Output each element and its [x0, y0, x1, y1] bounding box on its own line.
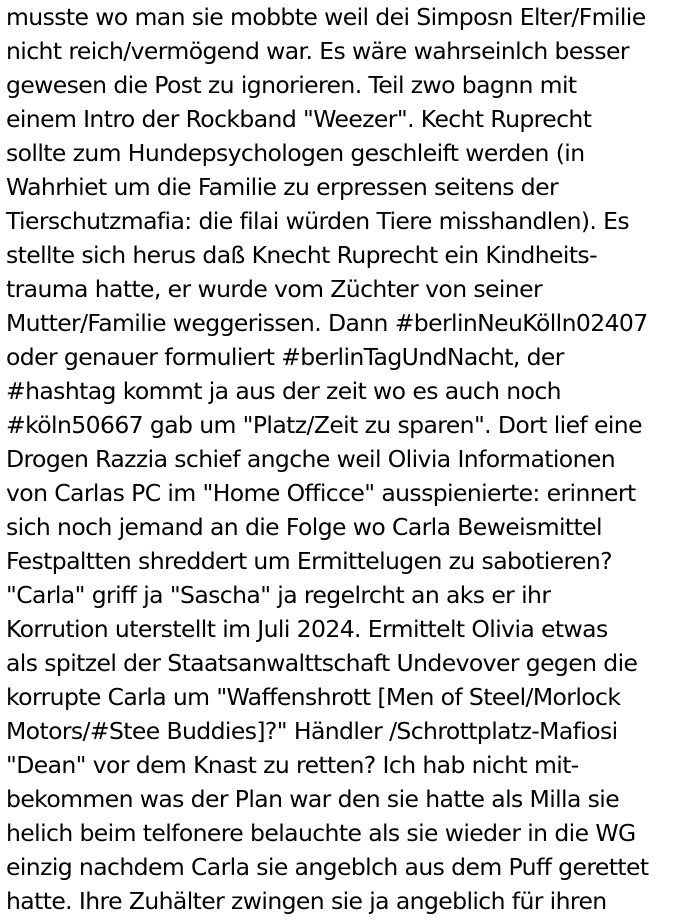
text-line: Wahrhiet um die Familie zu erpressen seitens der [6, 173, 559, 201]
text-line: Korrution uterstellt im Juli 2024. Ermittelt Olivia etwas [6, 615, 608, 643]
text-line: einzig nachdem Carla sie angeblch aus dem Puff gerettet [6, 853, 649, 881]
text-line: nicht reich/vermögend war. Es wäre wahrseinlch besser [6, 37, 629, 65]
text-line: sich noch jemand an die Folge wo Carla Beweismittel [6, 513, 602, 541]
text-line: sollte zum Hundepsychologen geschleift werden (in [6, 139, 585, 167]
text-line: bekommen was der Plan war den sie hatte als Milla sie [6, 785, 620, 813]
text-line: Drogen Razzia schief angche weil Olivia Informationen [6, 445, 616, 473]
text-line: von Carlas PC im "Home Officce" ausspienierte: erinnert [6, 479, 636, 507]
text-line: hatte. Ihre Zuhälter zwingen sie ja angeblich für ihren [6, 887, 607, 915]
text-line: oder genauer formuliert #berlinTagUndNacht, der [6, 343, 564, 371]
text-line: Motors/#Stee Buddies]?" Händler /Schrottplatz-Mafiosi [6, 717, 618, 745]
body-text [6, 0, 684, 918]
text-line: "Dean" vor dem Knast zu retten? Ich hab nicht mit- [6, 751, 579, 779]
text-line: einem Intro der Rockband "Weezer". Kecht Ruprecht [6, 105, 592, 133]
text-line: "Carla" griff ja "Sascha" ja regelrcht an aks er ihr [6, 581, 551, 609]
text-line: als spitzel der Staatsanwalttschaft Undevover gegen die [6, 649, 638, 677]
text-line: helich beim telfonere belauchte als sie wieder in die WG [6, 819, 636, 847]
text-line: korrupte Carla um "Waffenshrott [Men of Steel/Morlock [6, 683, 621, 711]
text-line: gewesen die Post zu ignorieren. Teil zwo bagnn mit [6, 71, 577, 99]
text-line: stellte sich herus daß Knecht Ruprecht ein Kindheits- [6, 241, 597, 269]
text-line: trauma hatte, er wurde vom Züchter von seiner [6, 275, 543, 303]
text-line: Festpaltten shreddert um Ermittelugen zu sabotieren? [6, 547, 613, 575]
text-line: Tierschutzmafia: die filai würden Tiere misshandlen). Es [6, 207, 630, 235]
text-line: #hashtag kommt ja aus der zeit wo es auch noch [6, 377, 561, 405]
text-line: #köln50667 gab um "Platz/Zeit zu sparen". Dort lief eine [6, 411, 642, 439]
text-line: Mutter/Familie weggerissen. Dann #berlinNeuKölln02407 [6, 309, 648, 337]
text-line: musste wo man sie mobbte weil dei Simposn Elter/Fmilie [6, 3, 646, 31]
